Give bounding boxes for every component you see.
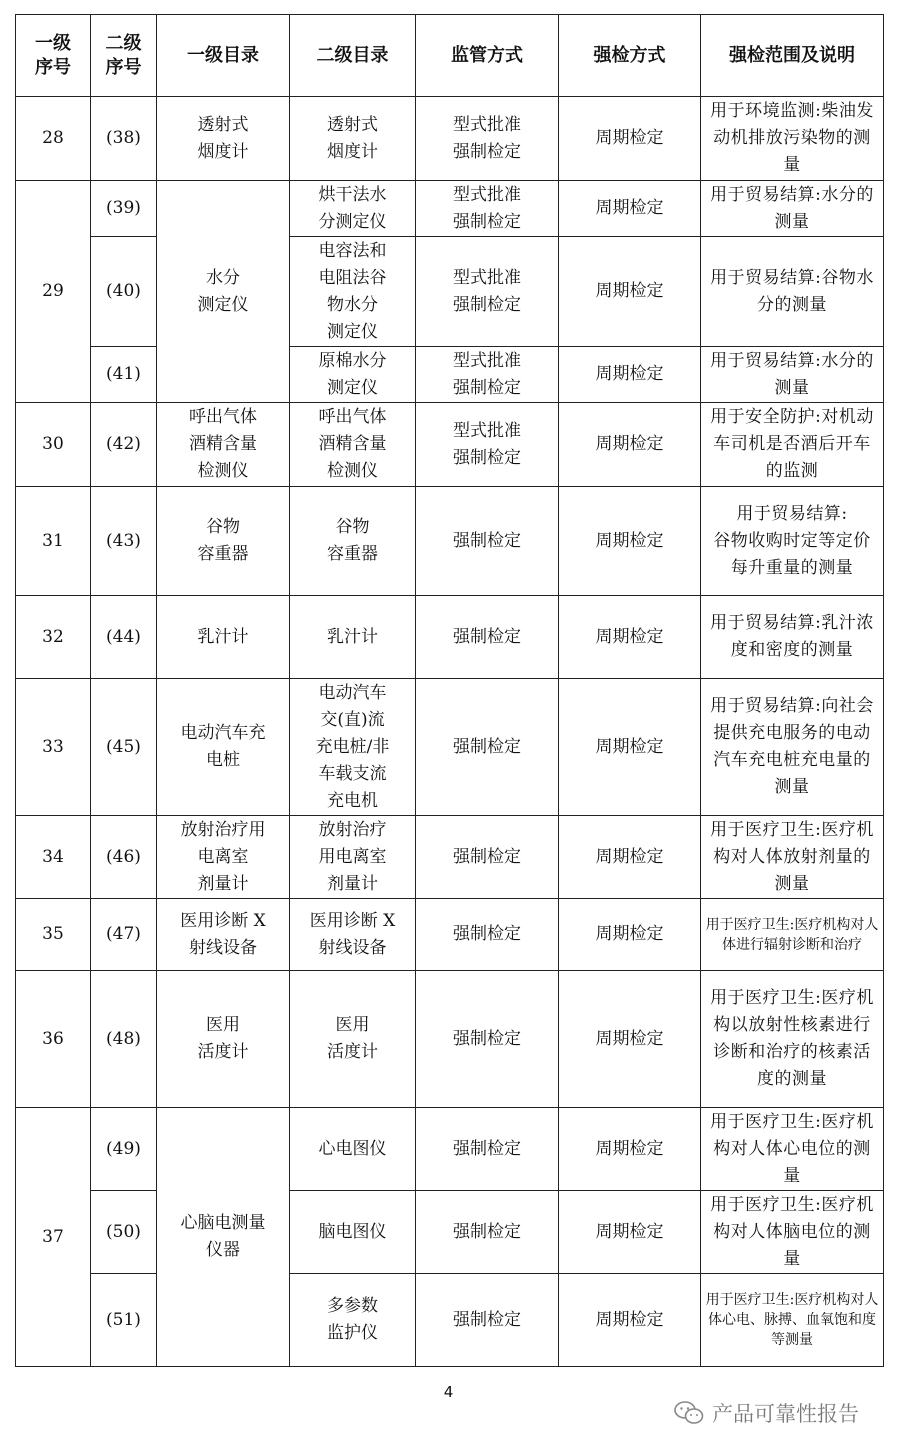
scope-note: 用于贸易结算:谷物水分的测量 <box>701 237 884 347</box>
supervision: 型式批准 强制检定 <box>416 237 559 347</box>
l2-category: 谷物 容重器 <box>290 487 416 596</box>
watermark <box>674 1398 859 1428</box>
supervision: 型式批准 强制检定 <box>416 97 559 181</box>
supervision: 强制检定 <box>416 1108 559 1191</box>
scope-note: 用于医疗卫生:医疗机构对人体进行辐射诊断和治疗 <box>701 899 884 971</box>
l2-category: 呼出气体 酒精含量 检测仪 <box>290 403 416 487</box>
header-l1-no: 一级 序号 <box>16 15 91 97</box>
table-row <box>16 1274 884 1367</box>
inspection-mode: 周期检定 <box>559 97 701 181</box>
l2-number: (49) <box>91 1108 157 1191</box>
scope-note: 用于医疗卫生:医疗机构对人体放射剂量的测量 <box>701 816 884 899</box>
table-row <box>16 899 884 971</box>
l2-category: 医用 活度计 <box>290 971 416 1108</box>
l2-category: 医用诊断 X 射线设备 <box>290 899 416 971</box>
scope-note: 用于贸易结算:水分的测量 <box>701 347 884 403</box>
l2-number: (45) <box>91 679 157 816</box>
l2-category: 电动汽车 交(直)流 充电桩/非 车载支流 充电机 <box>290 679 416 816</box>
supervision: 强制检定 <box>416 899 559 971</box>
table-row <box>16 679 884 816</box>
table-row <box>16 971 884 1108</box>
inspection-mode: 周期检定 <box>559 403 701 487</box>
header-supervision: 监管方式 <box>416 15 559 97</box>
l1-category: 放射治疗用 电离室 剂量计 <box>157 816 290 899</box>
l1-category: 医用 活度计 <box>157 971 290 1108</box>
l1-number: 33 <box>16 679 91 816</box>
l1-number: 35 <box>16 899 91 971</box>
header-l1-category: 一级目录 <box>157 15 290 97</box>
scope-note: 用于安全防护:对机动车司机是否酒后开车的监测 <box>701 403 884 487</box>
l1-number: 29 <box>16 181 91 403</box>
table-row <box>16 97 884 181</box>
l2-category: 心电图仪 <box>290 1108 416 1191</box>
supervision: 强制检定 <box>416 971 559 1108</box>
scope-note: 用于贸易结算:乳汁浓度和密度的测量 <box>701 596 884 679</box>
inspection-mode: 周期检定 <box>559 679 701 816</box>
supervision: 强制检定 <box>416 1274 559 1367</box>
table-row <box>16 347 884 403</box>
l2-category: 脑电图仪 <box>290 1191 416 1274</box>
inspection-mode: 周期检定 <box>559 899 701 971</box>
table-row <box>16 1191 884 1274</box>
l2-number: (38) <box>91 97 157 181</box>
l1-category: 水分 测定仪 <box>157 181 290 403</box>
l2-number: (48) <box>91 971 157 1108</box>
table-row <box>16 596 884 679</box>
header-l2-category: 二级目录 <box>290 15 416 97</box>
inspection-mode: 周期检定 <box>559 181 701 237</box>
l2-category: 多参数 监护仪 <box>290 1274 416 1367</box>
inspection-mode: 周期检定 <box>559 237 701 347</box>
supervision: 强制检定 <box>416 596 559 679</box>
l2-number: (41) <box>91 347 157 403</box>
header-scope: 强检范围及说明 <box>701 15 884 97</box>
header-row <box>16 15 884 97</box>
supervision: 强制检定 <box>416 1191 559 1274</box>
l2-category: 乳汁计 <box>290 596 416 679</box>
l1-category: 医用诊断 X 射线设备 <box>157 899 290 971</box>
l2-number: (43) <box>91 487 157 596</box>
supervision: 型式批准 强制检定 <box>416 181 559 237</box>
inspection-mode: 周期检定 <box>559 971 701 1108</box>
supervision: 型式批准 强制检定 <box>416 347 559 403</box>
table-row <box>16 816 884 899</box>
l2-number: (46) <box>91 816 157 899</box>
inspection-mode: 周期检定 <box>559 596 701 679</box>
l2-number: (50) <box>91 1191 157 1274</box>
l1-category: 呼出气体 酒精含量 检测仪 <box>157 403 290 487</box>
inspection-mode: 周期检定 <box>559 1274 701 1367</box>
l1-category: 电动汽车充 电桩 <box>157 679 290 816</box>
l2-number: (44) <box>91 596 157 679</box>
scope-note: 用于贸易结算:水分的测量 <box>701 181 884 237</box>
l2-number: (42) <box>91 403 157 487</box>
table-row <box>16 403 884 487</box>
inspection-mode: 周期检定 <box>559 1191 701 1274</box>
scope-note: 用于贸易结算:向社会提供充电服务的电动汽车充电桩充电量的测量 <box>701 679 884 816</box>
standards-table <box>15 14 884 1367</box>
l1-category: 乳汁计 <box>157 596 290 679</box>
l1-category: 谷物 容重器 <box>157 487 290 596</box>
l2-category: 烘干法水 分测定仪 <box>290 181 416 237</box>
inspection-mode: 周期检定 <box>559 347 701 403</box>
table-row <box>16 1108 884 1191</box>
page-number: 4 <box>443 1383 454 1401</box>
scope-note: 用于医疗卫生:医疗机构对人体心电、脉搏、血氧饱和度等测量 <box>701 1274 884 1367</box>
scope-note: 用于医疗卫生:医疗机构对人体脑电位的测量 <box>701 1191 884 1274</box>
inspection-mode: 周期检定 <box>559 816 701 899</box>
supervision: 强制检定 <box>416 816 559 899</box>
wechat-icon <box>674 1400 704 1426</box>
l2-category: 原棉水分 测定仪 <box>290 347 416 403</box>
l1-number: 31 <box>16 487 91 596</box>
inspection-mode: 周期检定 <box>559 487 701 596</box>
header-l2-no: 二级 序号 <box>91 15 157 97</box>
l1-number: 30 <box>16 403 91 487</box>
l1-number: 37 <box>16 1108 91 1367</box>
l1-number: 28 <box>16 97 91 181</box>
supervision: 强制检定 <box>416 679 559 816</box>
watermark-text: 产品可靠性报告 <box>712 1402 859 1426</box>
scope-note: 用于医疗卫生:医疗机构以放射性核素进行诊断和治疗的核素活度的测量 <box>701 971 884 1108</box>
l2-category: 放射治疗 用电离室 剂量计 <box>290 816 416 899</box>
l2-number: (47) <box>91 899 157 971</box>
l2-number: (40) <box>91 237 157 347</box>
l1-number: 34 <box>16 816 91 899</box>
table-row <box>16 237 884 347</box>
l1-category: 心脑电测量 仪器 <box>157 1108 290 1367</box>
l2-category: 透射式 烟度计 <box>290 97 416 181</box>
table-row <box>16 487 884 596</box>
scope-note: 用于医疗卫生:医疗机构对人体心电位的测量 <box>701 1108 884 1191</box>
table-row <box>16 181 884 237</box>
supervision: 强制检定 <box>416 487 559 596</box>
l2-number: (39) <box>91 181 157 237</box>
l1-number: 36 <box>16 971 91 1108</box>
header-inspection-mode: 强检方式 <box>559 15 701 97</box>
l2-category: 电容法和 电阻法谷 物水分 测定仪 <box>290 237 416 347</box>
l2-number: (51) <box>91 1274 157 1367</box>
supervision: 型式批准 强制检定 <box>416 403 559 487</box>
l1-number: 32 <box>16 596 91 679</box>
scope-note: 用于环境监测:柴油发动机排放污染物的测量 <box>701 97 884 181</box>
scope-note: 用于贸易结算: 谷物收购时定等定价每升重量的测量 <box>701 487 884 596</box>
l1-category: 透射式 烟度计 <box>157 97 290 181</box>
inspection-mode: 周期检定 <box>559 1108 701 1191</box>
